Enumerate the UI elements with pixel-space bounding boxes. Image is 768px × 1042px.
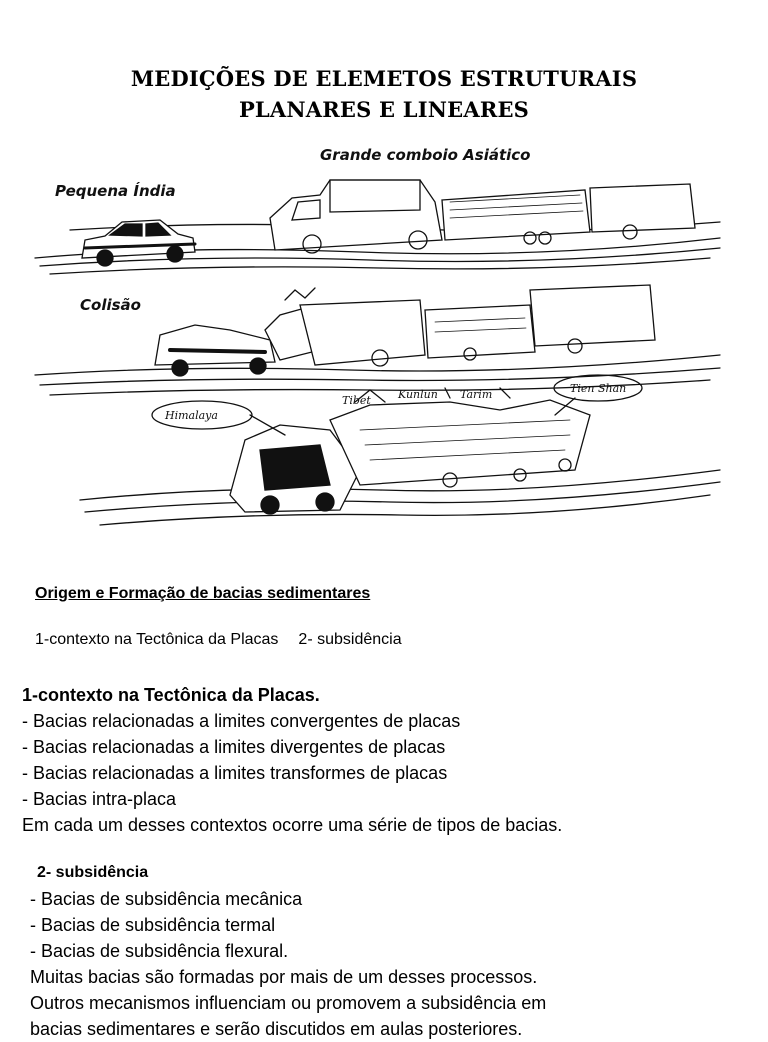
block1-heading: 1-contexto na Tectônica da Placas.: [22, 685, 320, 705]
label-tarim: Tarim: [460, 388, 493, 401]
block2-line: bacias sedimentares e serão discutidos em aulas posteriores.: [30, 1019, 523, 1039]
label-grande-comboio: Grande comboio Asiático: [320, 146, 531, 164]
block2-line: Muitas bacias são formadas por mais de um desses processos.: [30, 967, 538, 987]
collision-illustration: [30, 140, 730, 550]
block2-line: - Bacias de subsidência termal: [30, 915, 276, 935]
collision-vehicles-drawing: [155, 285, 655, 376]
context-item-2: 2- subsidência: [298, 631, 402, 648]
label-pequena-india: Pequena Índia: [55, 182, 176, 200]
label-himalaya: Himalaya: [165, 409, 218, 422]
small-car-drawing: [82, 220, 195, 266]
document-title-line-2: PLANARES E LINEARES: [238, 97, 530, 122]
context-item-1: 1-contexto na Tectônica da Placas: [35, 631, 279, 648]
block2-line: - Bacias de subsidência mecânica: [30, 889, 303, 909]
truck-convoy-drawing: [270, 180, 695, 253]
label-colisao: Colisão: [80, 296, 141, 314]
block1-line: Em cada um desses contextos ocorre uma série de tipos de bacias.: [22, 815, 563, 835]
block1-line: - Bacias relacionadas a limites divergentes de placas: [22, 737, 446, 757]
label-tibet: Tibet: [342, 394, 371, 407]
document-title-line-1: MEDIÇÕES DE ELEMETOS ESTRUTURAIS: [130, 66, 638, 91]
block2-line: - Bacias de subsidência flexural.: [30, 941, 289, 961]
mountain-collision-drawing: [152, 375, 642, 514]
section-heading: Origem e Formação de bacias sedimentares: [35, 585, 371, 602]
block2-line: Outros mecanismos influenciam ou promovem a subsidência em: [30, 993, 547, 1013]
context-summary-line: [35, 627, 402, 653]
block1-line: - Bacias relacionadas a limites convergentes de placas: [22, 711, 461, 731]
label-tien-shan: Tien Shan: [570, 382, 627, 395]
block2-heading: 2- subsidência: [37, 864, 149, 881]
subsidence-block: [30, 860, 546, 1042]
label-kunlun: Kunlun: [398, 388, 438, 401]
tectonic-context-block: [22, 682, 562, 838]
block1-line: - Bacias relacionadas a limites transformes de placas: [22, 763, 448, 783]
block1-line: - Bacias intra-placa: [22, 789, 177, 809]
